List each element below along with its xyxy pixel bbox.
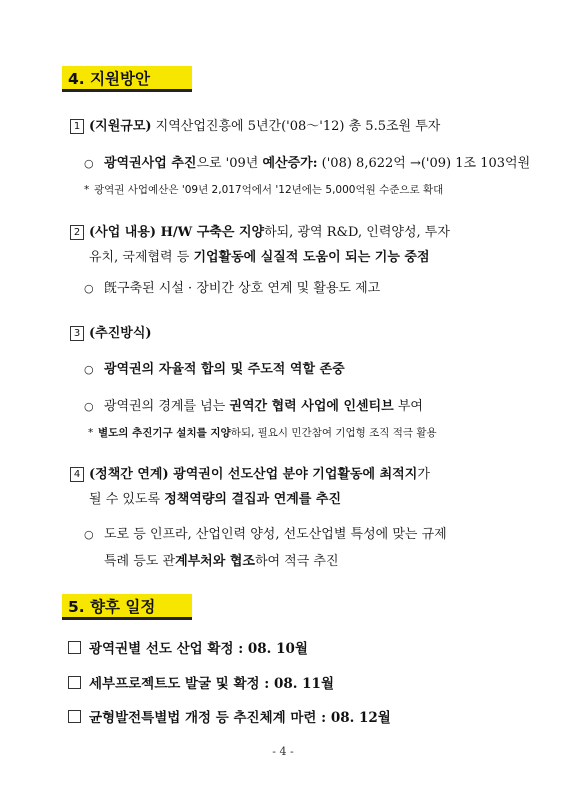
item-1-line [70, 118, 440, 136]
bullet-circle: ○ [84, 282, 94, 295]
bullet-circle: ○ [84, 157, 94, 170]
item-3-heading: (추진방식) [89, 326, 152, 341]
bullet-circle: ○ [84, 528, 94, 541]
item-2-line-2: 유치, 국제협력 등 기업활동에 실질적 도움이 되는 기능 중점 [89, 250, 430, 265]
checkbox-square-icon [68, 641, 81, 654]
item-1-sub-1: ○ 광역권사업 추진으로 '09년 예산증가: ('08) 8,622억 →('09) 1조 103억원 [84, 156, 531, 171]
item-2-line-1: 2 (사업 내용) H/W 구축은 지양하되, 광역 R&D, 인력양성, 투자 [70, 224, 450, 242]
item-1-text: 지역산업진흥에 5년간('08～'12) 총 5.5조원 투자 [151, 119, 441, 134]
item-4-number-box: 4 [70, 467, 84, 482]
bullet-circle: ○ [84, 363, 94, 376]
item-3-line [70, 325, 152, 343]
item-1-note: * 광역권 사업예산은 '09년 2,017억에서 '12년에는 5,000억원 수준으로 확대 [84, 184, 444, 196]
section-4-heading: 4. 지원방안 [62, 66, 192, 92]
section-5-heading: 5. 향후 일정 [62, 594, 192, 620]
item-2-sub: ○ 旣구축된 시설 · 장비간 상호 연계 및 활용도 제고 [84, 281, 381, 296]
item-4-sub-line-2: 특례 등도 관계부처와 협조하여 적극 추진 [104, 554, 339, 569]
bullet-circle: ○ [84, 400, 94, 413]
item-1-number-box: 1 [70, 119, 84, 134]
item-4-heading: (정책간 연계) [89, 467, 169, 482]
schedule-item: 균형발전특별법 개정 등 추진체계 마련 : 08. 12월 [68, 709, 391, 727]
page-number: - 4 - [272, 745, 294, 758]
checkbox-square-icon [68, 710, 81, 723]
item-4-sub-line-1: ○ 도로 등 인프라, 산업인력 양성, 선도산업별 특성에 맞는 규제 [84, 527, 447, 542]
item-3-number-box: 3 [70, 326, 84, 341]
item-3-sub-1: ○ 광역권의 자율적 합의 및 주도적 역할 존중 [84, 362, 345, 377]
item-4-line-1: 4 (정책간 연계) 광역권이 선도산업 분야 기업활동에 최적지가 [70, 466, 430, 484]
checkbox-square-icon [68, 676, 81, 689]
schedule-item: 광역권별 선도 산업 확정 : 08. 10월 [68, 640, 308, 658]
item-2-heading: (사업 내용) [89, 225, 157, 240]
item-3-sub-2: ○ 광역권의 경계를 넘는 권역간 협력 사업에 인센티브 부여 [84, 399, 423, 414]
item-2-number-box: 2 [70, 225, 84, 240]
item-4-line-2: 될 수 있도록 정책역량의 결집과 연계를 추진 [89, 492, 342, 507]
schedule-item: 세부프로젝트도 발굴 및 확정 : 08. 11월 [68, 675, 334, 693]
item-1-heading: (지원규모) [89, 119, 152, 134]
item-3-note: * 별도의 추진기구 설치를 지양하되, 필요시 민간참여 기업형 조직 적극 활용 [88, 427, 437, 439]
